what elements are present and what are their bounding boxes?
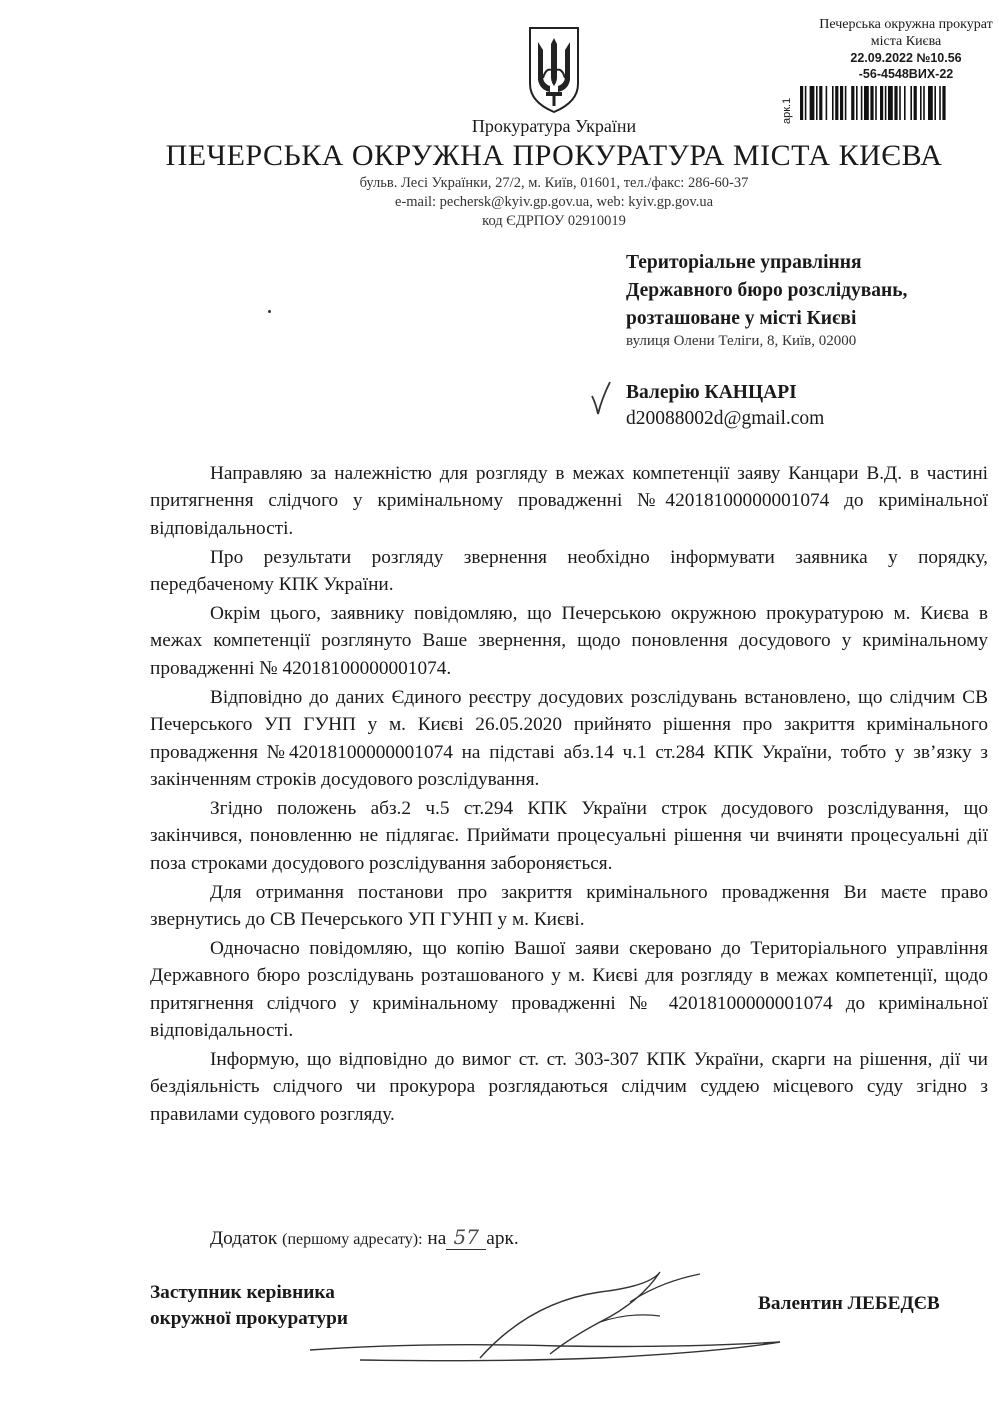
addendum-sheet-count: 57 [446, 1225, 486, 1250]
addendum-line [210, 1225, 519, 1250]
signer-position-line2: окружної прокуратури [150, 1308, 349, 1329]
signer-position-line1: Заступник керівника [150, 1282, 335, 1303]
body-paragraph-4: Відповідно до даних Єдиного реєстру досудових розслідувань встановлено, що слідчим СВ Печерського УП ГУНП у м. Києві 26.05.2020 прийнято рішення про закриття кримінального провадження №42018100000001074 на підставі абз.14 ч.1 ст.284 КПК України, тобто у зв’язку з закінченням строків досудового розслідування. [150, 686, 988, 790]
addendum-prefix: на [427, 1228, 447, 1249]
body-paragraph-5: Згідно положень абз.2 ч.5 ст.294 КПК України строк досудового розслідування, що закінчився, поновленню не підлягає. Приймати процесуальні рішення чи вчиняти процесуальні дії поза строками досудового розслідування забороняється. [150, 797, 988, 874]
body-paragraph-8: Інформую, що відповідно до вимог ст. ст. 303-307 КПК України, скарги на рішення, дії чи бездіяльність слідчого чи прокурора розглядаються слідчим суддею місцевого суду згідно з правилами судового розгляду. [150, 1049, 988, 1125]
registration-stamp [806, 16, 999, 82]
recipient-org-line2: Державного бюро розслідувань, [626, 280, 908, 301]
stamp-reg-number-cont: -56-4548ВИХ-22 [858, 67, 954, 81]
barcode [800, 86, 999, 120]
coat-of-arms-icon [524, 22, 584, 114]
header-subtitle: Прокуратура України [471, 116, 637, 136]
signer-name: Валентин ЛЕБЕДЄВ [758, 1293, 940, 1314]
handwritten-signature [300, 1262, 820, 1372]
body-paragraph-3: Окрім цього, заявнику повідомляю, що Печерською окружною прокуратурою м. Києва в межах компетенції розглянуто Ваше звернення, щодо поновлення досудового у кримінальному провадженні № 42018100000001074. [150, 603, 988, 679]
recipient-org-line3: розташоване у місті Києві [626, 308, 857, 329]
body-paragraph-7: Одночасно повідомляю, що копію Вашої заяви скеровано до Територіального управління Державного бюро розслідувань розташованого у м. Києві для розгляду в межах компетенції, щодо притягнення слідчого у кримінальному провадженні № 42018100000001074 до кримінальної відповідальності. [150, 937, 988, 1042]
stamp-org-line2: міста Києва [870, 34, 942, 49]
addendum-label: Додаток [210, 1228, 278, 1249]
addendum-note: (першому адресату): [282, 1231, 423, 1248]
scan-speck [268, 310, 271, 313]
body-paragraph-2: Про результати розгляду звернення необхідно інформувати заявника у порядку, передбаченому КПК України. [150, 546, 988, 596]
letter-body [150, 460, 988, 1130]
stamp-org-line1: Печерська окружна прокурат [819, 17, 993, 32]
header-edrpou: код ЄДРПОУ 02910019 [482, 213, 626, 229]
body-paragraph-1: Направляю за належністю для розгляду в межах компетенції заяву Канцари В.Д. в частині притягнення слідчого у кримінальному провадженні №42018100000001074 до кримінальної відповідальності. [150, 463, 988, 539]
stamp-reg-number: 22.09.2022 №10.56 [850, 51, 962, 65]
header-contacts: e-mail: pechersk@kyiv.gp.gov.ua, web: kyiv.gp.gov.ua [394, 194, 714, 210]
header-title: ПЕЧЕРСЬКА ОКРУЖНА ПРОКУРАТУРА МІСТА КИЄВА [165, 139, 943, 172]
header-address: бульв. Лесі Українки, 27/2, м. Київ, 01601, тел./факс: 286-60-37 [359, 175, 749, 191]
addendum-suffix: арк. [486, 1228, 519, 1249]
recipient-person: Валерію КАНЦАРІ [626, 382, 797, 403]
check-mark-icon [588, 378, 618, 418]
body-paragraph-6: Для отримання постанови про закриття кримінального провадження Ви маєте право звернутись до СВ Печерського УП ГУНП у м. Києві. [150, 881, 988, 930]
recipient-org-line1: Територіальне управління [626, 252, 862, 273]
recipient-address: вулиця Олени Теліги, 8, Київ, 02000 [626, 333, 857, 349]
sheet-label: арк.1 [781, 97, 793, 124]
recipient-email: d20088002d@gmail.com [626, 408, 825, 429]
